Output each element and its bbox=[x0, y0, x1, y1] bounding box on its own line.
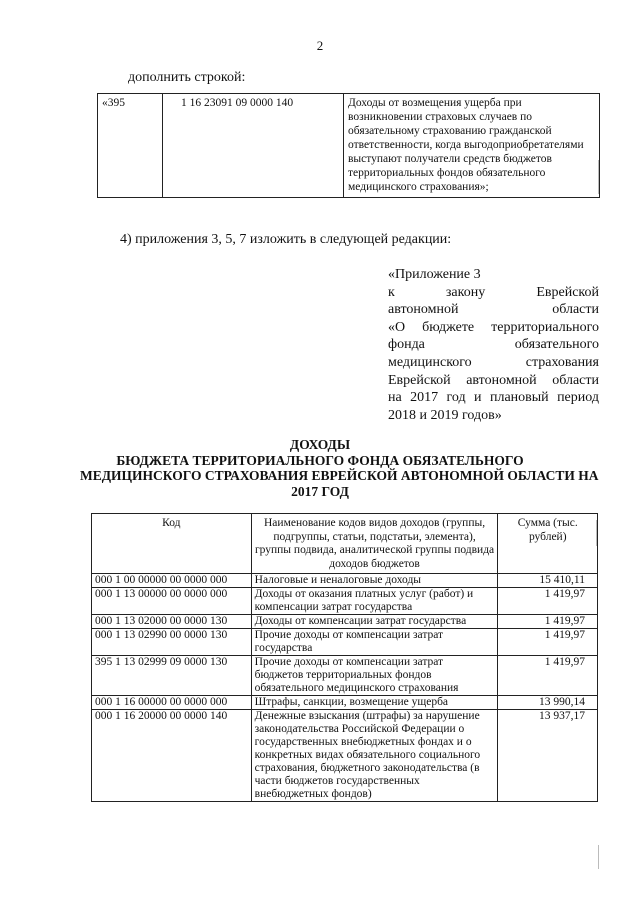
intro-text: дополнить строкой: bbox=[128, 70, 246, 85]
scan-mark bbox=[596, 520, 597, 546]
row-name: Доходы от компенсации затрат государства bbox=[251, 615, 498, 629]
table-row bbox=[92, 574, 598, 588]
row-sum: 1 419,97 bbox=[498, 656, 598, 696]
row-sum: 13 990,14 bbox=[498, 696, 598, 710]
page-number: 2 bbox=[316, 38, 324, 53]
title-line: БЮДЖЕТА ТЕРРИТОРИАЛЬНОГО ФОНДА ОБЯЗАТЕЛЬНОГО bbox=[116, 452, 524, 468]
appendix-line: Еврейской автономной области bbox=[388, 372, 599, 388]
title-heading: ДОХОДЫ bbox=[289, 437, 351, 452]
added-row-name: Доходы от возмещения ущерба при возникновении страховых случаев по обязательному страхованию гражданской ответственности, когда выгодоприобретателями выступают получатели средств бюджетов территориальных фондов обязательного медицинского страхования»; bbox=[344, 94, 600, 198]
header-sum: Сумма (тыс. рублей) bbox=[498, 514, 598, 574]
row-code: 000 1 16 00000 00 0000 000 bbox=[92, 696, 252, 710]
title-line: 2017 ГОД bbox=[291, 483, 349, 499]
table-row bbox=[92, 629, 598, 656]
scan-mark bbox=[598, 845, 599, 869]
table-row bbox=[92, 696, 598, 710]
scan-mark bbox=[598, 160, 599, 194]
added-row-code: 1 16 23091 09 0000 140 bbox=[163, 94, 344, 198]
income-table bbox=[91, 513, 598, 802]
appendix-line: «Приложение 3 bbox=[388, 267, 481, 282]
row-code: 000 1 13 02000 00 0000 130 bbox=[92, 615, 252, 629]
table-row bbox=[92, 588, 598, 615]
table-row bbox=[92, 710, 598, 802]
row-name: Прочие доходы от компенсации затрат бюджетов территориальных фондов обязательного медицинского страхования bbox=[251, 656, 498, 696]
row-name: Штрафы, санкции, возмещение ущерба bbox=[251, 696, 498, 710]
added-row-admin: «395 bbox=[98, 94, 163, 198]
appendix-line: на 2017 год и плановый период bbox=[388, 390, 599, 406]
table-row bbox=[92, 656, 598, 696]
header-name: Наименование кодов видов доходов (группы, подгруппы, статьи, подстатьи, элемента), группы подвида, аналитической группы подвида доходов бюджетов bbox=[251, 514, 498, 574]
appendix-block bbox=[388, 266, 599, 424]
header-code: Код bbox=[92, 514, 252, 574]
table-row bbox=[98, 94, 600, 198]
appendix-line: «О бюджете территориального bbox=[388, 319, 599, 335]
added-row-table bbox=[97, 93, 600, 198]
row-name: Налоговые и неналоговые доходы bbox=[251, 574, 498, 588]
appendix-line: медицинского страхования bbox=[388, 354, 599, 370]
title-line: МЕДИЦИНСКОГО СТРАХОВАНИЯ ЕВРЕЙСКОЙ АВТОНОМНОЙ ОБЛАСТИ НА bbox=[80, 468, 599, 483]
item-4-text: 4) приложения 3, 5, 7 изложить в следующей редакции: bbox=[120, 232, 452, 247]
appendix-line: фонда обязательного bbox=[388, 337, 599, 353]
document-title bbox=[80, 437, 599, 499]
row-name: Денежные взыскания (штрафы) за нарушение законодательства Российской Федерации о государственных внебюджетных фондах и о конкретных видах обязательного социального страхования, бюджетного законодательства (в части бюджетов государственных внебюджетных фондов) bbox=[251, 710, 498, 802]
row-sum: 1 419,97 bbox=[498, 629, 598, 656]
row-sum: 1 419,97 bbox=[498, 588, 598, 615]
row-sum: 15 410,11 bbox=[498, 574, 598, 588]
row-sum: 13 937,17 bbox=[498, 710, 598, 802]
appendix-line: к закону Еврейской bbox=[388, 284, 599, 300]
table-header-row bbox=[92, 514, 598, 574]
row-code: 000 1 00 00000 00 0000 000 bbox=[92, 574, 252, 588]
row-name: Доходы от оказания платных услуг (работ) и компенсации затрат государства bbox=[251, 588, 498, 615]
row-name: Прочие доходы от компенсации затрат государства bbox=[251, 629, 498, 656]
row-code: 000 1 13 02990 00 0000 130 bbox=[92, 629, 252, 656]
appendix-line: 2018 и 2019 годов» bbox=[388, 407, 502, 423]
row-code: 395 1 13 02999 09 0000 130 bbox=[92, 656, 252, 696]
row-sum: 1 419,97 bbox=[498, 615, 598, 629]
row-code: 000 1 16 20000 00 0000 140 bbox=[92, 710, 252, 802]
row-code: 000 1 13 00000 00 0000 000 bbox=[92, 588, 252, 615]
table-row bbox=[92, 615, 598, 629]
appendix-line: автономной области bbox=[388, 302, 599, 318]
